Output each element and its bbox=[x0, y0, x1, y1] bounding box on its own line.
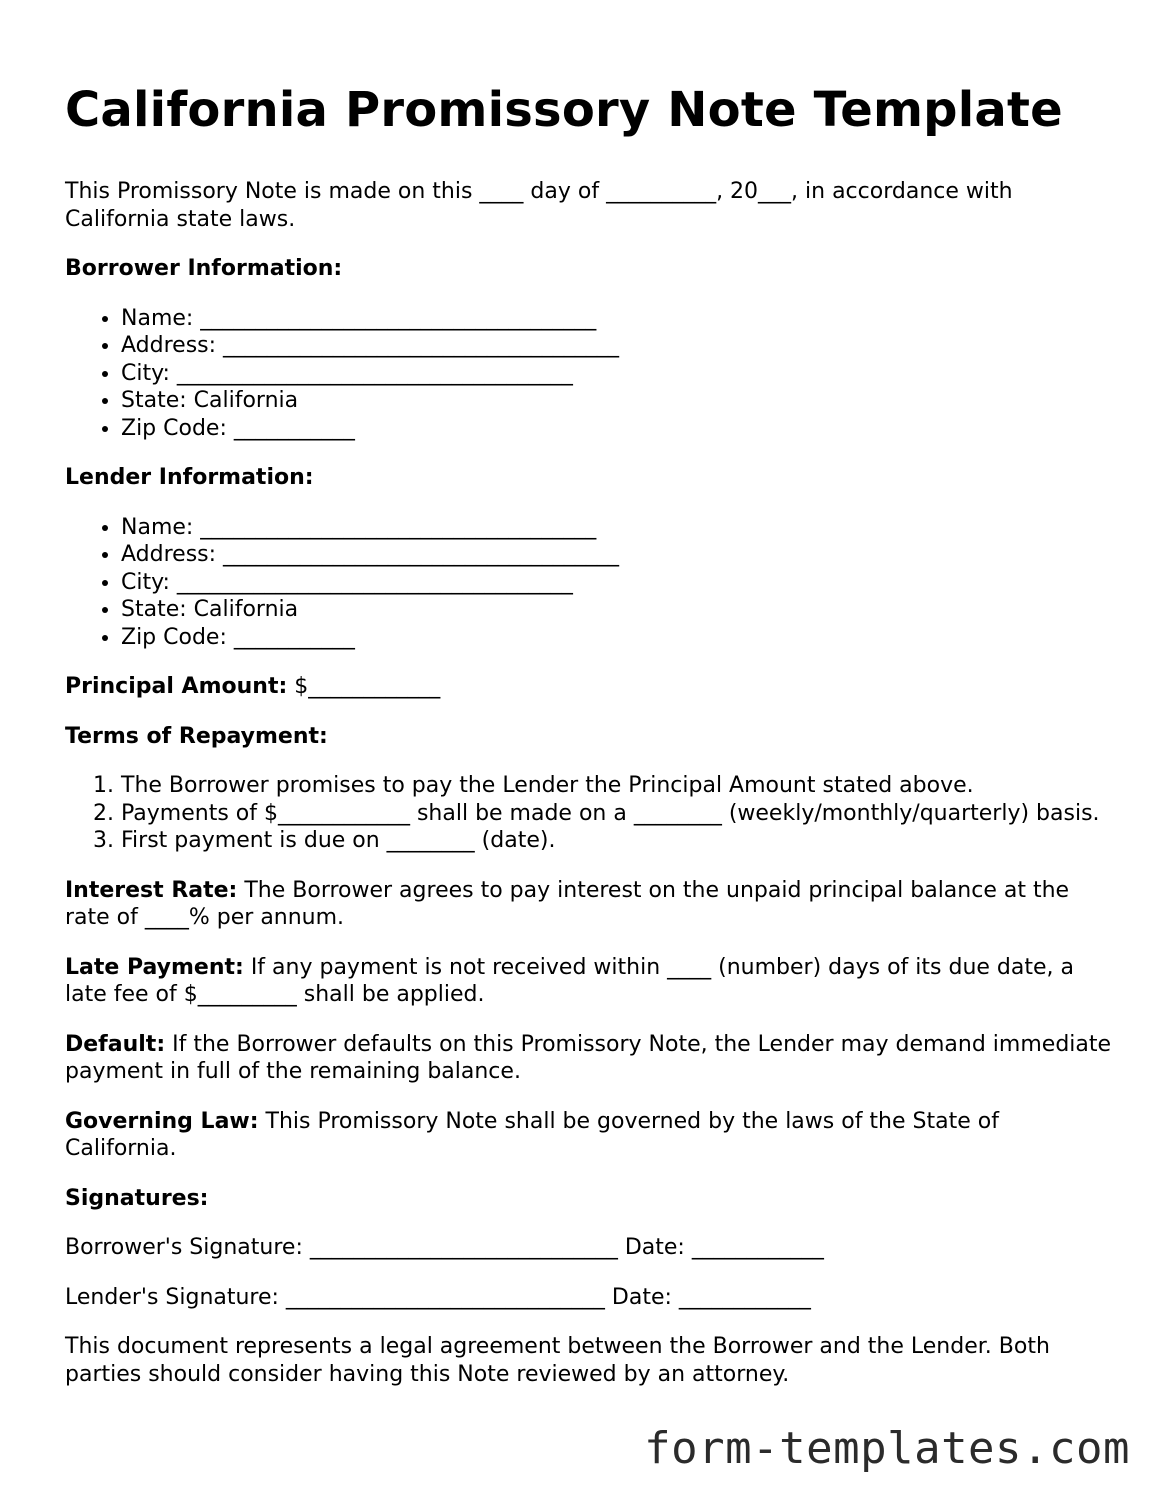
borrower-address-item: • Address: ____________________________________ bbox=[121, 332, 1115, 360]
late-payment-text: If any payment is not received within ____ (number) days of its due date, a late fee of $_________ shall be applied. bbox=[65, 954, 1074, 1007]
lender-city-item: • City: ____________________________________ bbox=[121, 569, 1115, 597]
borrower-state-item: • State: California bbox=[121, 387, 1115, 415]
document-page bbox=[65, 80, 1115, 1410]
interest-rate-text: The Borrower agrees to pay interest on the unpaid principal balance at the rate of ____% per annum. bbox=[65, 877, 1070, 930]
lender-address-item: • Address: ____________________________________ bbox=[121, 541, 1115, 569]
watermark-text: form-templates.com bbox=[644, 1423, 1130, 1474]
borrower-name-item: • Name: ____________________________________ bbox=[121, 305, 1115, 333]
repayment-term-1: 1. The Borrower promises to pay the Lender the Principal Amount stated above. bbox=[121, 772, 1115, 800]
governing-law-paragraph bbox=[65, 1108, 1115, 1163]
principal-amount-paragraph bbox=[65, 673, 1115, 701]
default-paragraph bbox=[65, 1031, 1115, 1086]
lender-state-item: • State: California bbox=[121, 596, 1115, 624]
lender-heading: Lender Information: bbox=[65, 465, 314, 490]
signatures-heading: Signatures: bbox=[65, 1185, 209, 1211]
late-payment-label: Late Payment: bbox=[65, 954, 244, 980]
default-label: Default: bbox=[65, 1031, 166, 1057]
repayment-terms-list bbox=[65, 772, 1115, 855]
interest-rate-label: Interest Rate: bbox=[65, 877, 238, 903]
governing-law-text: This Promissory Note shall be governed by the laws of the State of California. bbox=[65, 1108, 999, 1161]
late-payment-paragraph bbox=[65, 954, 1115, 1009]
closing-paragraph: This document represents a legal agreement between the Borrower and the Lender. Both parties should consider having this Note reviewed by an attorney. bbox=[65, 1334, 1050, 1387]
interest-rate-paragraph bbox=[65, 877, 1115, 932]
borrower-signature-line: Borrower's Signature: ____________________________ Date: ____________ bbox=[65, 1235, 824, 1260]
lender-signature-line: Lender's Signature: _____________________________ Date: ____________ bbox=[65, 1284, 811, 1310]
lender-zip-item: • Zip Code: ___________ bbox=[121, 624, 1115, 652]
default-text: If the Borrower defaults on this Promissory Note, the Lender may demand immediate payment in full of the remaining balance. bbox=[65, 1031, 1112, 1084]
repayment-term-2: 2. Payments of $____________ shall be made on a ________ (weekly/monthly/quarterly) basis. bbox=[121, 800, 1115, 828]
document-title: California Promissory Note Template bbox=[65, 82, 1063, 138]
principal-amount-label: Principal Amount: bbox=[65, 674, 288, 699]
lender-name-item: • Name: ____________________________________ bbox=[121, 514, 1115, 542]
governing-law-label: Governing Law: bbox=[65, 1108, 259, 1134]
repayment-heading: Terms of Repayment: bbox=[65, 723, 328, 749]
borrower-heading: Borrower Information: bbox=[65, 256, 343, 281]
borrower-city-item: • City: ____________________________________ bbox=[121, 360, 1115, 388]
borrower-zip-item: • Zip Code: ___________ bbox=[121, 415, 1115, 443]
principal-amount-text: $____________ bbox=[287, 674, 441, 699]
intro-paragraph: This Promissory Note is made on this ____ day of __________, 20___, in accordance with California state laws. bbox=[65, 179, 1013, 232]
borrower-info-list bbox=[65, 305, 1115, 443]
repayment-term-3: 3. First payment is due on ________ (date). bbox=[121, 827, 1115, 855]
lender-info-list bbox=[65, 514, 1115, 652]
